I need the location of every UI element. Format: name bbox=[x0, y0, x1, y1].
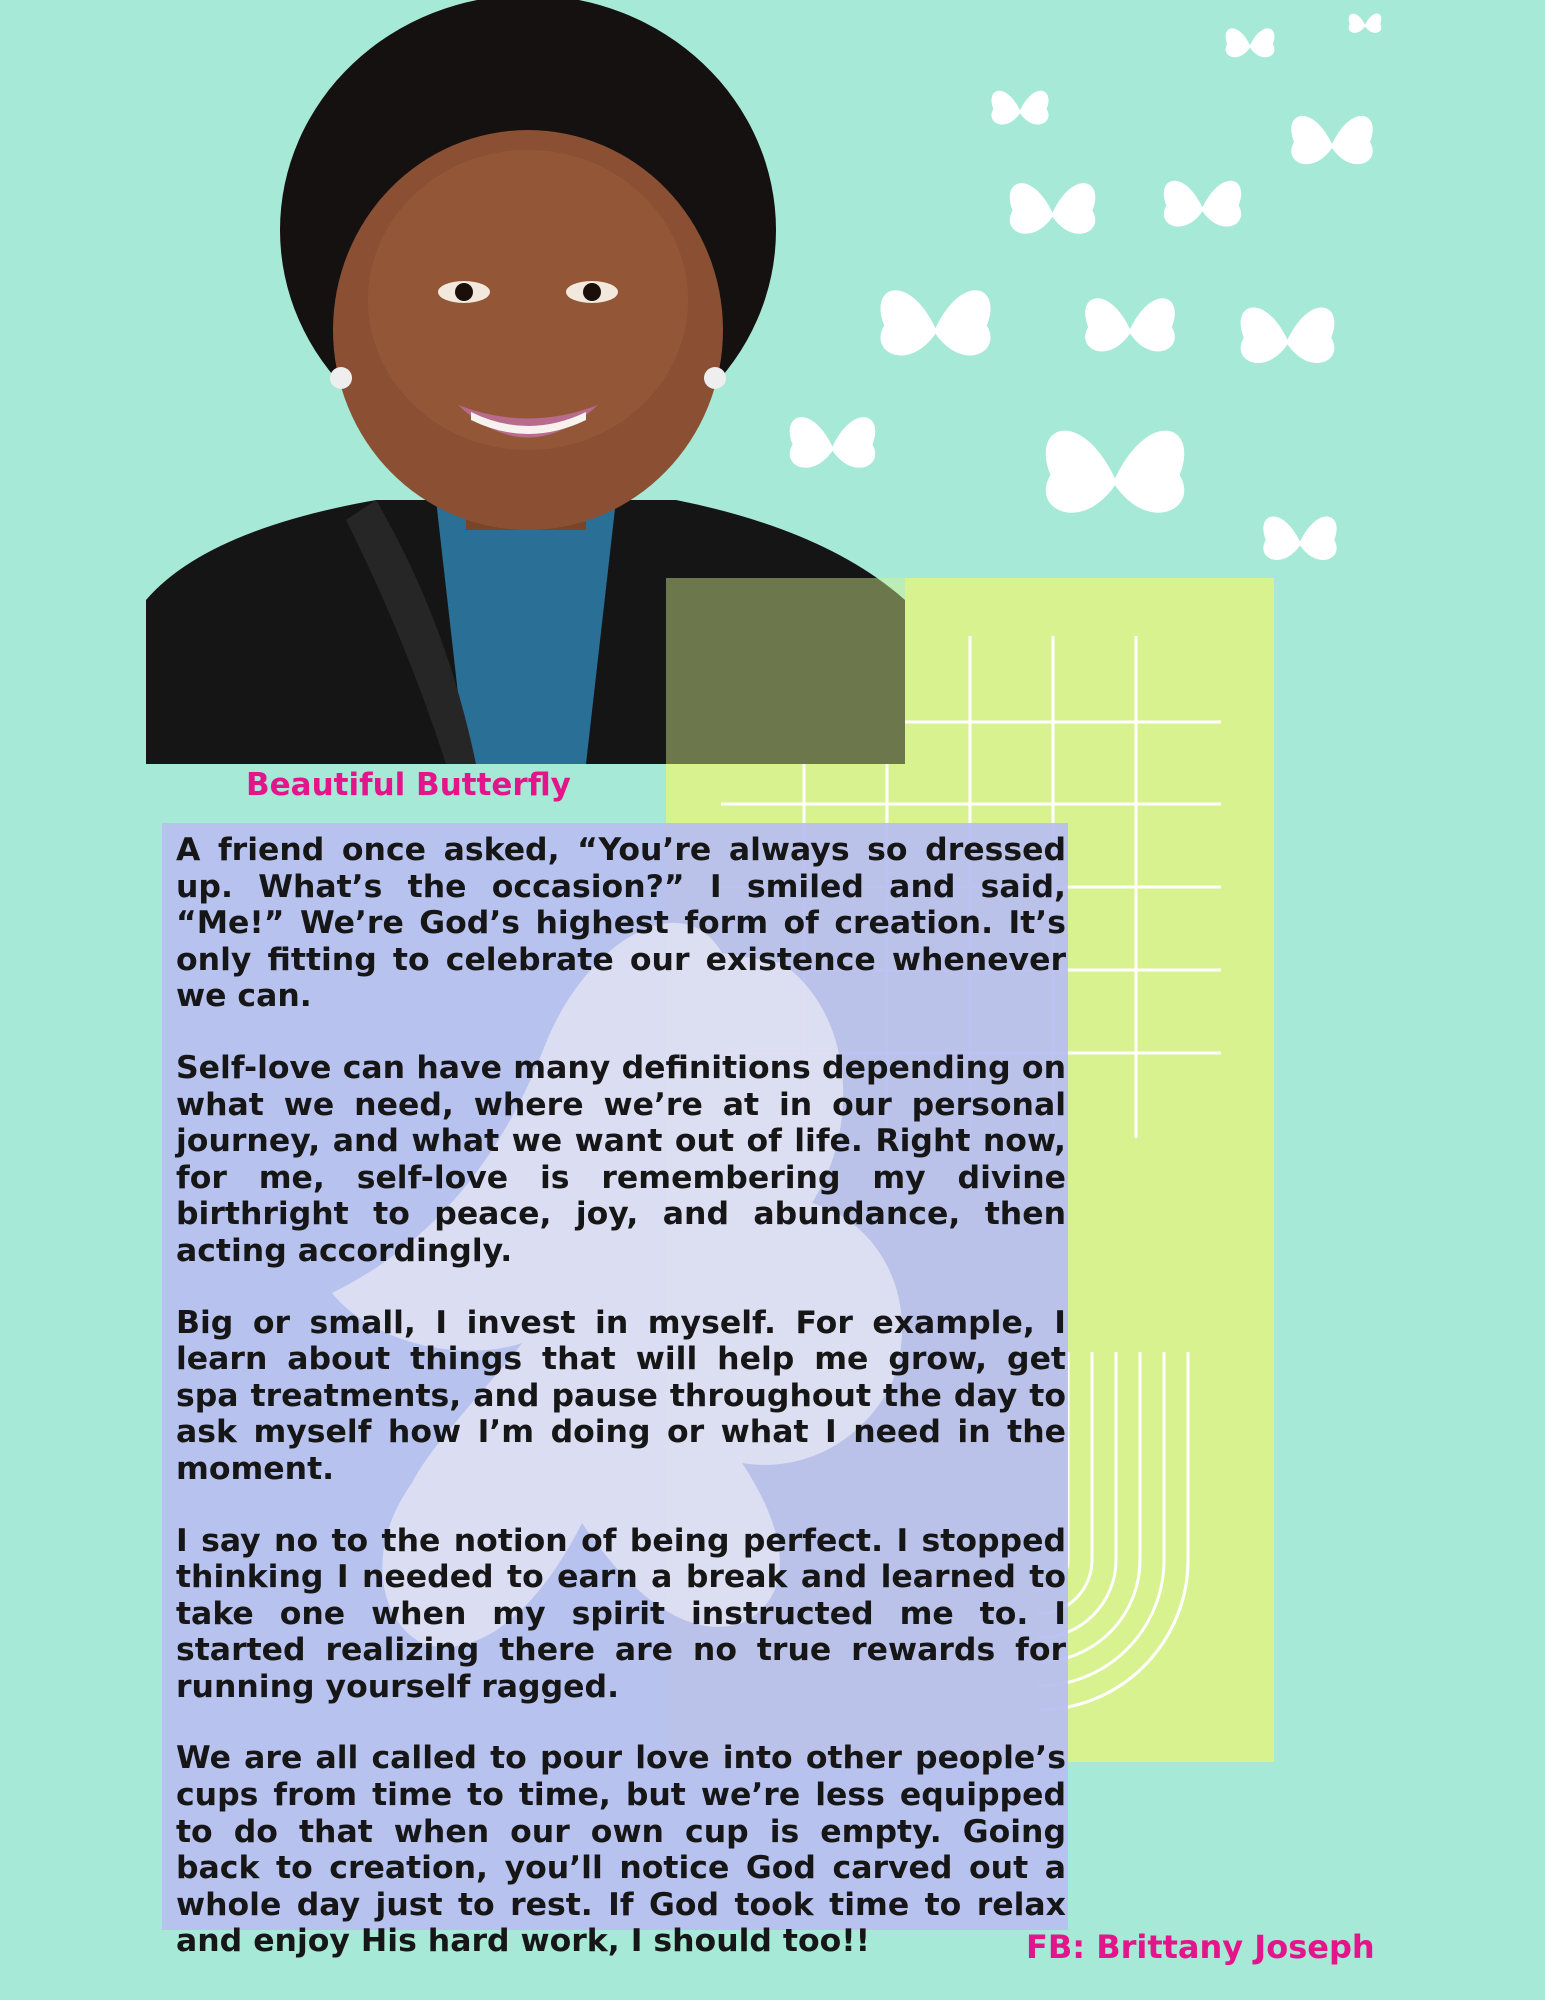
overlap-square bbox=[666, 578, 905, 764]
butterfly-icon bbox=[1282, 92, 1382, 192]
butterfly-icon bbox=[1220, 14, 1280, 74]
butterfly-icon bbox=[1030, 390, 1200, 560]
butterfly-icon bbox=[1075, 272, 1185, 382]
butterfly-icon bbox=[1000, 158, 1105, 263]
paragraph: I say no to the notion of being perfect. I stopped thinking I needed to earn a break and learned to take one when my spirit instructed me to. I started realizing there are no true rewards for running yourself ragged. bbox=[176, 1522, 1066, 1705]
butterfly-icon bbox=[780, 392, 885, 497]
paragraph: A friend once asked, “You’re always so dressed up. What’s the occasion?” I smiled and said, “Me!” We’re God’s highest form of creation. It’s only fitting to celebrate our existence whenever we can. bbox=[176, 832, 1066, 1015]
caption: Beautiful Butterfly bbox=[246, 767, 571, 803]
paragraph: Self-love can have many definitions depending on what we need, where we’re at in our personal journey, and what we want out of life. Right now, for me, self-love is remembering my divine birthright to peace, joy, and abundance, then acting accordingly. bbox=[176, 1049, 1066, 1269]
butterfly-icon bbox=[1255, 495, 1345, 585]
butterfly-icon bbox=[985, 74, 1055, 144]
paragraph: Big or small, I invest in myself. For example, I learn about things that will help me grow, get spa treatments, and pause throughout the day to ask myself how I’m doing or what I need in the moment. bbox=[176, 1304, 1066, 1487]
butterfly-icon bbox=[1155, 158, 1250, 253]
paragraph: We are all called to pour love into other people’s cups from time to time, but we’re less equipped to do that when our own cup is empty. Going back to creation, you’ll notice God carved out a whole day just to rest. If God took time to relax and enjoy His hard work, I should too!! bbox=[176, 1740, 1066, 1960]
butterfly-icon bbox=[1230, 280, 1345, 395]
article-body bbox=[176, 832, 1066, 1995]
author-credit: FB: Brittany Joseph bbox=[1026, 1928, 1375, 1966]
butterfly-icon bbox=[1345, 4, 1385, 44]
butterfly-icon bbox=[868, 258, 1003, 393]
